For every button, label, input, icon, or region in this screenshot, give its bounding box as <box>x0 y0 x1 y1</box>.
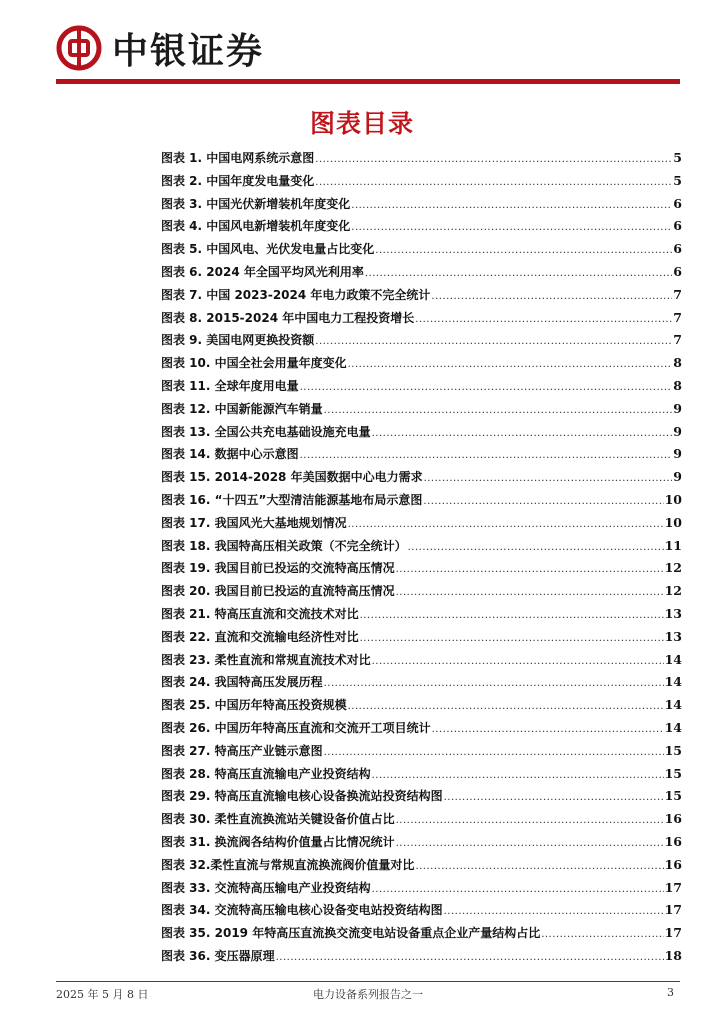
toc-dot-leader <box>396 810 664 833</box>
toc-dot-leader <box>315 149 672 172</box>
toc-dot-leader <box>444 787 664 810</box>
toc-dot-leader <box>372 423 673 446</box>
toc-entry[interactable] <box>161 284 682 307</box>
toc-entry-page-number: 15 <box>664 788 682 804</box>
toc-entry[interactable] <box>161 945 682 968</box>
toc-dot-leader <box>324 742 664 765</box>
footer-date: 2025 年 5 月 8 日 <box>56 988 149 1001</box>
toc-dot-leader <box>300 377 673 400</box>
toc-entry-page-number: 16 <box>664 856 682 872</box>
toc-entry-page-number: 11 <box>664 537 682 553</box>
toc-dot-leader <box>360 628 664 651</box>
toc-entry-page-number: 9 <box>673 469 682 485</box>
toc-entry[interactable] <box>161 466 682 489</box>
toc-entry[interactable] <box>161 215 682 238</box>
toc-entry-page-number: 5 <box>673 150 682 165</box>
toc-entry[interactable] <box>161 603 682 626</box>
toc-entry[interactable] <box>161 922 682 945</box>
toc-entry-label: 图表 5. 中国风电、光伏发电量占比变化 <box>161 242 375 257</box>
toc-dot-leader <box>375 240 672 263</box>
toc-entry-page-number: 12 <box>664 560 682 576</box>
toc-title: 图表目录 <box>309 109 414 138</box>
toc-entry-page-number: 14 <box>664 697 682 713</box>
toc-entry-label: 图表 26. 中国历年特高压直流和交流开工项目统计 <box>161 720 431 735</box>
toc-entry-label: 图表 15. 2014-2028 年美国数据中心电力需求 <box>161 470 423 485</box>
toc-dot-leader <box>396 559 664 582</box>
toc-entry-label: 图表 20. 我国目前已投运的直流特高压情况 <box>161 584 395 599</box>
toc-dot-leader <box>424 468 673 491</box>
footer-page-number: 3 <box>667 986 674 999</box>
toc-dot-leader <box>372 879 664 902</box>
toc-entry-label: 图表 27. 特高压产业链示意图 <box>161 743 323 758</box>
toc-dot-leader <box>541 924 663 947</box>
toc-dot-leader <box>276 947 664 970</box>
toc-entry[interactable] <box>161 899 682 922</box>
toc-entry-label: 图表 29. 特高压直流输电核心设备换流站投资结构图 <box>161 789 443 804</box>
toc-entry[interactable] <box>161 808 682 831</box>
toc-dot-leader <box>423 491 663 514</box>
toc-entry-page-number: 8 <box>673 377 682 393</box>
toc-dot-leader <box>300 445 673 468</box>
toc-entry-page-number: 17 <box>664 879 682 895</box>
toc-entry-label: 图表 24. 我国特高压发展历程 <box>161 675 323 690</box>
toc-entry-label: 图表 7. 中国 2023-2024 年电力政策不完全统计 <box>161 287 431 302</box>
toc-entry[interactable] <box>161 717 682 740</box>
toc-entry-page-number: 13 <box>664 605 682 621</box>
toc-entry-label: 图表 14. 数据中心示意图 <box>161 447 299 462</box>
toc-dot-leader <box>396 833 664 856</box>
toc-entry-page-number: 14 <box>664 719 682 735</box>
toc-entry-page-number: 6 <box>673 218 682 234</box>
toc-entry-label: 图表 34. 交流特高压输电核心设备变电站投资结构图 <box>161 903 443 918</box>
toc-entry[interactable] <box>161 763 682 786</box>
toc-dot-leader <box>315 172 672 195</box>
toc-dot-leader <box>315 331 672 354</box>
toc-entry-label: 图表 31. 换流阀各结构价值量占比情况统计 <box>161 834 395 849</box>
toc-entry[interactable] <box>161 398 682 421</box>
toc-entry-label: 图表 11. 全球年度用电量 <box>161 378 299 393</box>
toc-entry[interactable] <box>161 170 682 193</box>
toc-entry[interactable] <box>161 329 682 352</box>
toc-entry-page-number: 7 <box>673 309 682 325</box>
toc-entry[interactable] <box>161 831 682 854</box>
toc-entry-label: 图表 23. 柔性直流和常规直流技术对比 <box>161 652 371 667</box>
toc-entry-page-number: 15 <box>664 742 682 758</box>
toc-entry-label: 图表 8. 2015-2024 年中国电力工程投资增长 <box>161 310 415 325</box>
toc-entry[interactable] <box>161 512 682 535</box>
toc-entry-page-number: 12 <box>664 583 682 599</box>
toc-entry-page-number: 15 <box>664 765 682 781</box>
toc-entry-label: 图表 3. 中国光伏新增装机年度变化 <box>161 196 351 211</box>
toc-entry[interactable] <box>161 443 682 466</box>
toc-entry[interactable] <box>161 854 682 877</box>
toc-entry-label: 图表 35. 2019 年特高压直流换交流变电站设备重点企业产量结构占比 <box>161 926 541 941</box>
toc-entry[interactable] <box>161 694 682 717</box>
toc-dot-leader <box>415 309 672 332</box>
toc-entry[interactable] <box>161 375 682 398</box>
toc-entry[interactable] <box>161 147 682 170</box>
toc-dot-leader <box>396 582 664 605</box>
toc-entry-page-number: 6 <box>673 241 682 257</box>
toc-list <box>161 147 682 968</box>
toc-entry-label: 图表 9. 美国电网更换投资额 <box>161 333 315 348</box>
toc-entry-page-number: 10 <box>664 491 682 507</box>
toc-entry-label: 图表 30. 柔性直流换流站关键设备价值占比 <box>161 812 395 827</box>
toc-entry-page-number: 7 <box>673 332 682 348</box>
toc-entry-label: 图表 16. “十四五”大型清洁能源基地布局示意图 <box>161 492 423 507</box>
toc-dot-leader <box>365 263 672 286</box>
toc-dot-leader <box>324 673 664 696</box>
toc-dot-leader <box>432 719 664 742</box>
toc-entry[interactable] <box>161 307 682 330</box>
toc-entry-page-number: 9 <box>673 400 682 416</box>
toc-entry-page-number: 18 <box>664 947 682 963</box>
toc-dot-leader <box>324 400 673 423</box>
toc-entry-page-number: 8 <box>673 355 682 371</box>
toc-dot-leader <box>415 856 663 879</box>
toc-dot-leader <box>348 514 664 537</box>
toc-entry-label: 图表 17. 我国风光大基地规划情况 <box>161 515 347 530</box>
page-footer <box>56 986 680 1002</box>
toc-entry[interactable] <box>161 193 682 216</box>
toc-dot-leader <box>444 901 664 924</box>
toc-entry-page-number: 9 <box>673 446 682 462</box>
toc-dot-leader <box>348 696 664 719</box>
brand-name: 中银证券 <box>112 29 265 72</box>
toc-dot-leader <box>360 605 664 628</box>
toc-entry-page-number: 17 <box>664 925 682 941</box>
footer-series-title: 电力设备系列报告之一 <box>313 988 423 1001</box>
toc-entry-label: 图表 22. 直流和交流输电经济性对比 <box>161 629 359 644</box>
toc-entry-page-number: 16 <box>664 833 682 849</box>
toc-entry[interactable] <box>161 535 682 558</box>
toc-entry-label: 图表 21. 特高压直流和交流技术对比 <box>161 606 359 621</box>
toc-entry[interactable] <box>161 238 682 261</box>
toc-dot-leader <box>372 651 664 674</box>
page-header <box>56 22 264 74</box>
toc-entry-label: 图表 12. 中国新能源汽车销量 <box>161 401 323 416</box>
toc-entry-label: 图表 18. 我国特高压相关政策（不完全统计） <box>161 538 407 553</box>
toc-dot-leader <box>408 537 664 560</box>
toc-entry[interactable] <box>161 421 682 444</box>
toc-entry[interactable] <box>161 557 682 580</box>
toc-entry[interactable] <box>161 352 682 375</box>
toc-entry-page-number: 14 <box>664 651 682 667</box>
toc-entry-page-number: 16 <box>664 811 682 827</box>
header-divider <box>56 79 680 84</box>
toc-entry-label: 图表 19. 我国目前已投运的交流特高压情况 <box>161 561 395 576</box>
toc-entry[interactable] <box>161 489 682 512</box>
toc-dot-leader <box>348 354 673 377</box>
toc-entry[interactable] <box>161 626 682 649</box>
toc-entry[interactable] <box>161 877 682 900</box>
toc-entry-page-number: 6 <box>673 195 682 211</box>
toc-entry-label: 图表 13. 全国公共充电基础设施充电量 <box>161 424 371 439</box>
bank-of-china-logo-icon <box>56 25 102 71</box>
footer-divider <box>56 981 680 982</box>
toc-entry[interactable] <box>161 671 682 694</box>
toc-entry-page-number: 5 <box>673 172 682 188</box>
toc-entry-page-number: 10 <box>664 514 682 530</box>
toc-entry[interactable] <box>161 580 682 603</box>
toc-dot-leader <box>351 195 672 218</box>
toc-entry-page-number: 13 <box>664 628 682 644</box>
toc-entry-page-number: 9 <box>673 423 682 439</box>
toc-entry-label: 图表 33. 交流特高压输电产业投资结构 <box>161 880 371 895</box>
toc-entry[interactable] <box>161 785 682 808</box>
toc-entry-label: 图表 32.柔性直流与常规直流换流阀价值量对比 <box>161 857 415 872</box>
toc-entry-label: 图表 1. 中国电网系统示意图 <box>161 151 315 165</box>
toc-dot-leader <box>372 765 664 788</box>
toc-entry[interactable] <box>161 740 682 763</box>
toc-entry-label: 图表 6. 2024 年全国平均风光利用率 <box>161 264 364 279</box>
toc-entry-label: 图表 2. 中国年度发电量变化 <box>161 173 315 188</box>
toc-entry[interactable] <box>161 649 682 672</box>
toc-entry-page-number: 14 <box>664 674 682 690</box>
toc-entry-label: 图表 25. 中国历年特高压投资规模 <box>161 698 347 713</box>
toc-dot-leader <box>351 217 672 240</box>
toc-dot-leader <box>431 286 672 309</box>
toc-entry-label: 图表 10. 中国全社会用量年度变化 <box>161 356 347 371</box>
toc-entry-page-number: 7 <box>673 286 682 302</box>
toc-entry-label: 图表 28. 特高压直流输电产业投资结构 <box>161 766 371 781</box>
toc-entry-page-number: 17 <box>664 902 682 918</box>
toc-entry[interactable] <box>161 261 682 284</box>
toc-entry-page-number: 6 <box>673 263 682 279</box>
toc-entry-label: 图表 36. 变压器原理 <box>161 948 275 963</box>
toc-entry-label: 图表 4. 中国风电新增装机年度变化 <box>161 219 351 234</box>
